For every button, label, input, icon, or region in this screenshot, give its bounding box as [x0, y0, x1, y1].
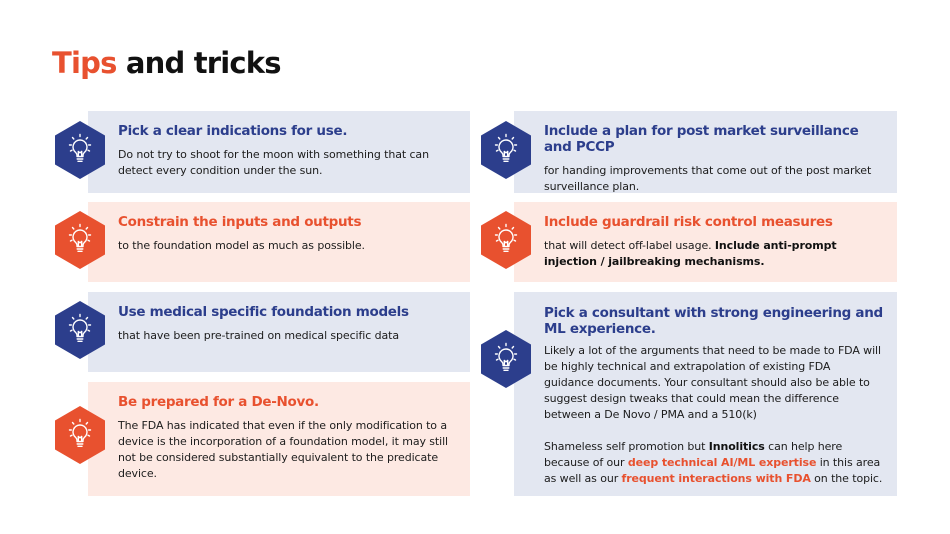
lightbulb-icon [479, 120, 533, 180]
tip-body: to the foundation model as much as possible. [118, 239, 365, 252]
promo-part: on the topic. [810, 472, 883, 485]
tip-card-surveillance [514, 111, 897, 193]
lightbulb-icon [479, 329, 533, 389]
tip-heading: Include guardrail risk control measures [544, 214, 833, 230]
lightbulb-icon [479, 210, 533, 270]
promo-highlight-fda: frequent interactions with FDA [621, 472, 811, 485]
promo-part: can help here because of our [544, 440, 843, 469]
lightbulb-icon [53, 210, 107, 270]
tip-heading: Use medical specific foundation models [118, 304, 409, 320]
brand-name: Innolitics [708, 440, 765, 453]
tip-heading: Be prepared for a De-Novo. [118, 394, 319, 410]
promo-text [544, 439, 883, 487]
tip-body: The FDA has indicated that even if the only modification to a device is the incorporation of a foundation model, it may still not be considered substantially equivalent to the predicate device. [118, 419, 448, 480]
tip-body: that have been pre-trained on medical specific data [118, 329, 399, 342]
page-title [52, 46, 281, 80]
title-rest: and tricks [116, 46, 281, 80]
promo-part: in this area as well as our [544, 456, 881, 485]
lightbulb-icon [53, 120, 107, 180]
tip-heading: Include a plan for post market surveillance and PCCP [544, 123, 859, 155]
tip-body: for handing improvements that come out of the post market surveillance plan. [544, 164, 872, 193]
lightbulb-icon [53, 405, 107, 465]
tip-card-medical-models [88, 292, 470, 372]
tip-body-text: that will detect off-label usage. [544, 239, 715, 252]
tip-heading: Pick a clear indications for use. [118, 123, 348, 139]
tip-card-consultant [514, 292, 897, 496]
tip-heading: Constrain the inputs and outputs [118, 214, 362, 230]
tip-body-bold: Include anti-prompt injection / jailbreaking mechanisms. [544, 239, 837, 268]
tip-card-guardrail [514, 202, 897, 282]
tip-card-indications [88, 111, 470, 193]
tip-body: Do not try to shoot for the moon with something that can detect every condition under the sun. [118, 148, 429, 177]
tip-card-denovo [88, 382, 470, 496]
lightbulb-icon [53, 300, 107, 360]
tip-heading: Pick a consultant with strong engineering and ML experience. [544, 305, 883, 337]
tip-card-constrain [88, 202, 470, 282]
tip-body: Likely a lot of the arguments that need to be made to FDA will be highly technical and extrapolation of existing FDA guidance documents. Your consultant should also be able to suggest design tweaks that could mean the difference between a De Novo / PMA and a 510(k) [544, 344, 881, 421]
promo-part: Shameless self promotion but [544, 440, 709, 453]
tip-body [544, 238, 883, 270]
title-accent: Tips [52, 46, 117, 80]
promo-highlight-expertise: deep technical AI/ML expertise [627, 456, 817, 469]
